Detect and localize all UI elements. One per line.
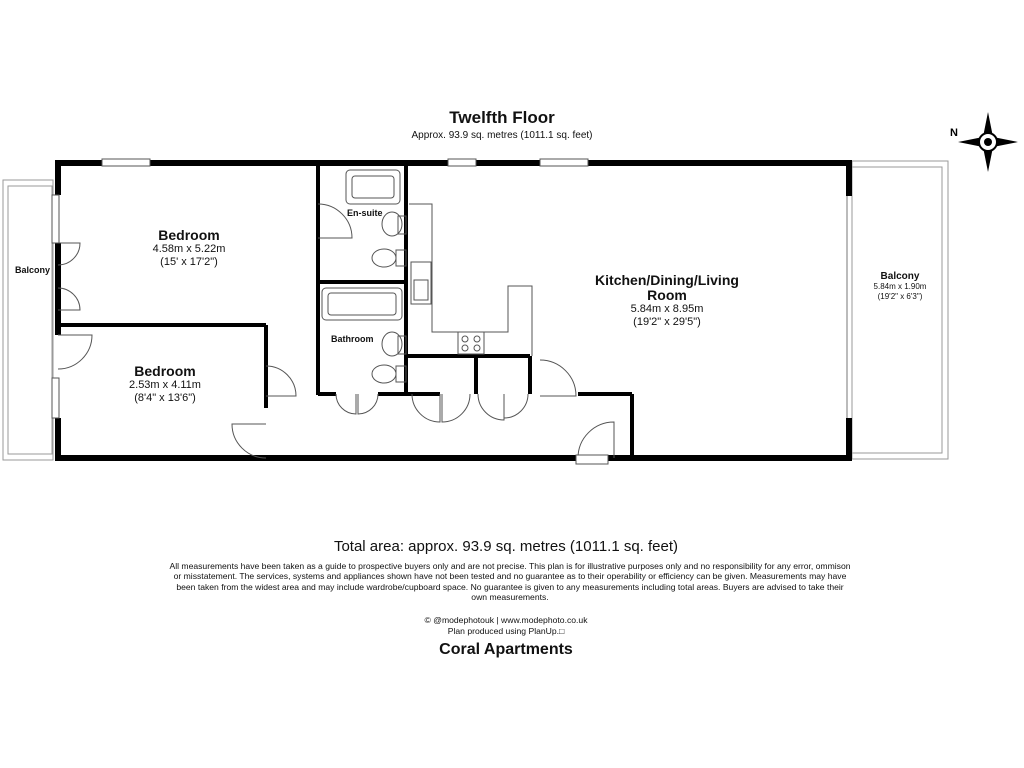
floor-area: Approx. 93.9 sq. metres (1011.1 sq. feet) [411, 130, 593, 141]
room-bedroom-2 [104, 364, 226, 405]
credit-line-1: © @modephotouk | www.modephoto.co.uk [424, 615, 588, 625]
room-imperial: (8'4" x 13'6") [134, 392, 196, 404]
room-name: Balcony [880, 271, 920, 282]
room-name-line1: Kitchen/Dining/Living [595, 272, 739, 288]
room-name-line2: Room [647, 287, 687, 303]
building-name: Coral Apartments [439, 641, 573, 658]
room-ensuite: En-suite [347, 208, 383, 218]
credit [0, 615, 1012, 637]
room-metric: 5.84m x 8.95m [630, 303, 704, 315]
disclaimer: All measurements have been taken as a guide to prospective buyers only and are not precise. This plan is for illustrative purposes only and no responsibility for any error, ommison or misstatement. The services, systems and appliances shown have not been tested and no guarantee as to their operability or efficiency can be given. Measurements may have been taken from the widest area and may include wardrobe/cupboard space. No guarantee is given to any measurements including total areas. Buyers are advised to take their own measurements. [169, 561, 851, 603]
room-balcony-right [852, 271, 948, 302]
room-name: Bedroom [134, 363, 196, 379]
floor-title: Twelfth Floor [449, 108, 555, 127]
compass-label: N [950, 127, 958, 139]
room-imperial: (19'2" x 6'3") [877, 292, 923, 301]
room-imperial: (15' x 17'2") [160, 256, 218, 268]
room-metric: 4.58m x 5.22m [152, 243, 226, 255]
total-area: Total area: approx. 93.9 sq. metres (1011.1 sq. feet) [333, 538, 679, 555]
room-metric: 5.84m x 1.90m [873, 282, 927, 291]
room-imperial: (19'2" x 29'5") [633, 316, 701, 328]
room-kitchen-dining-living [567, 273, 767, 329]
room-bathroom: Bathroom [331, 334, 374, 344]
credit-line-2: Plan produced using PlanUp.□ [447, 626, 565, 636]
room-bedroom-1 [128, 228, 250, 269]
room-balcony-left: Balcony [15, 265, 51, 275]
room-metric: 2.53m x 4.11m [129, 379, 201, 391]
room-name: Bedroom [158, 227, 220, 243]
